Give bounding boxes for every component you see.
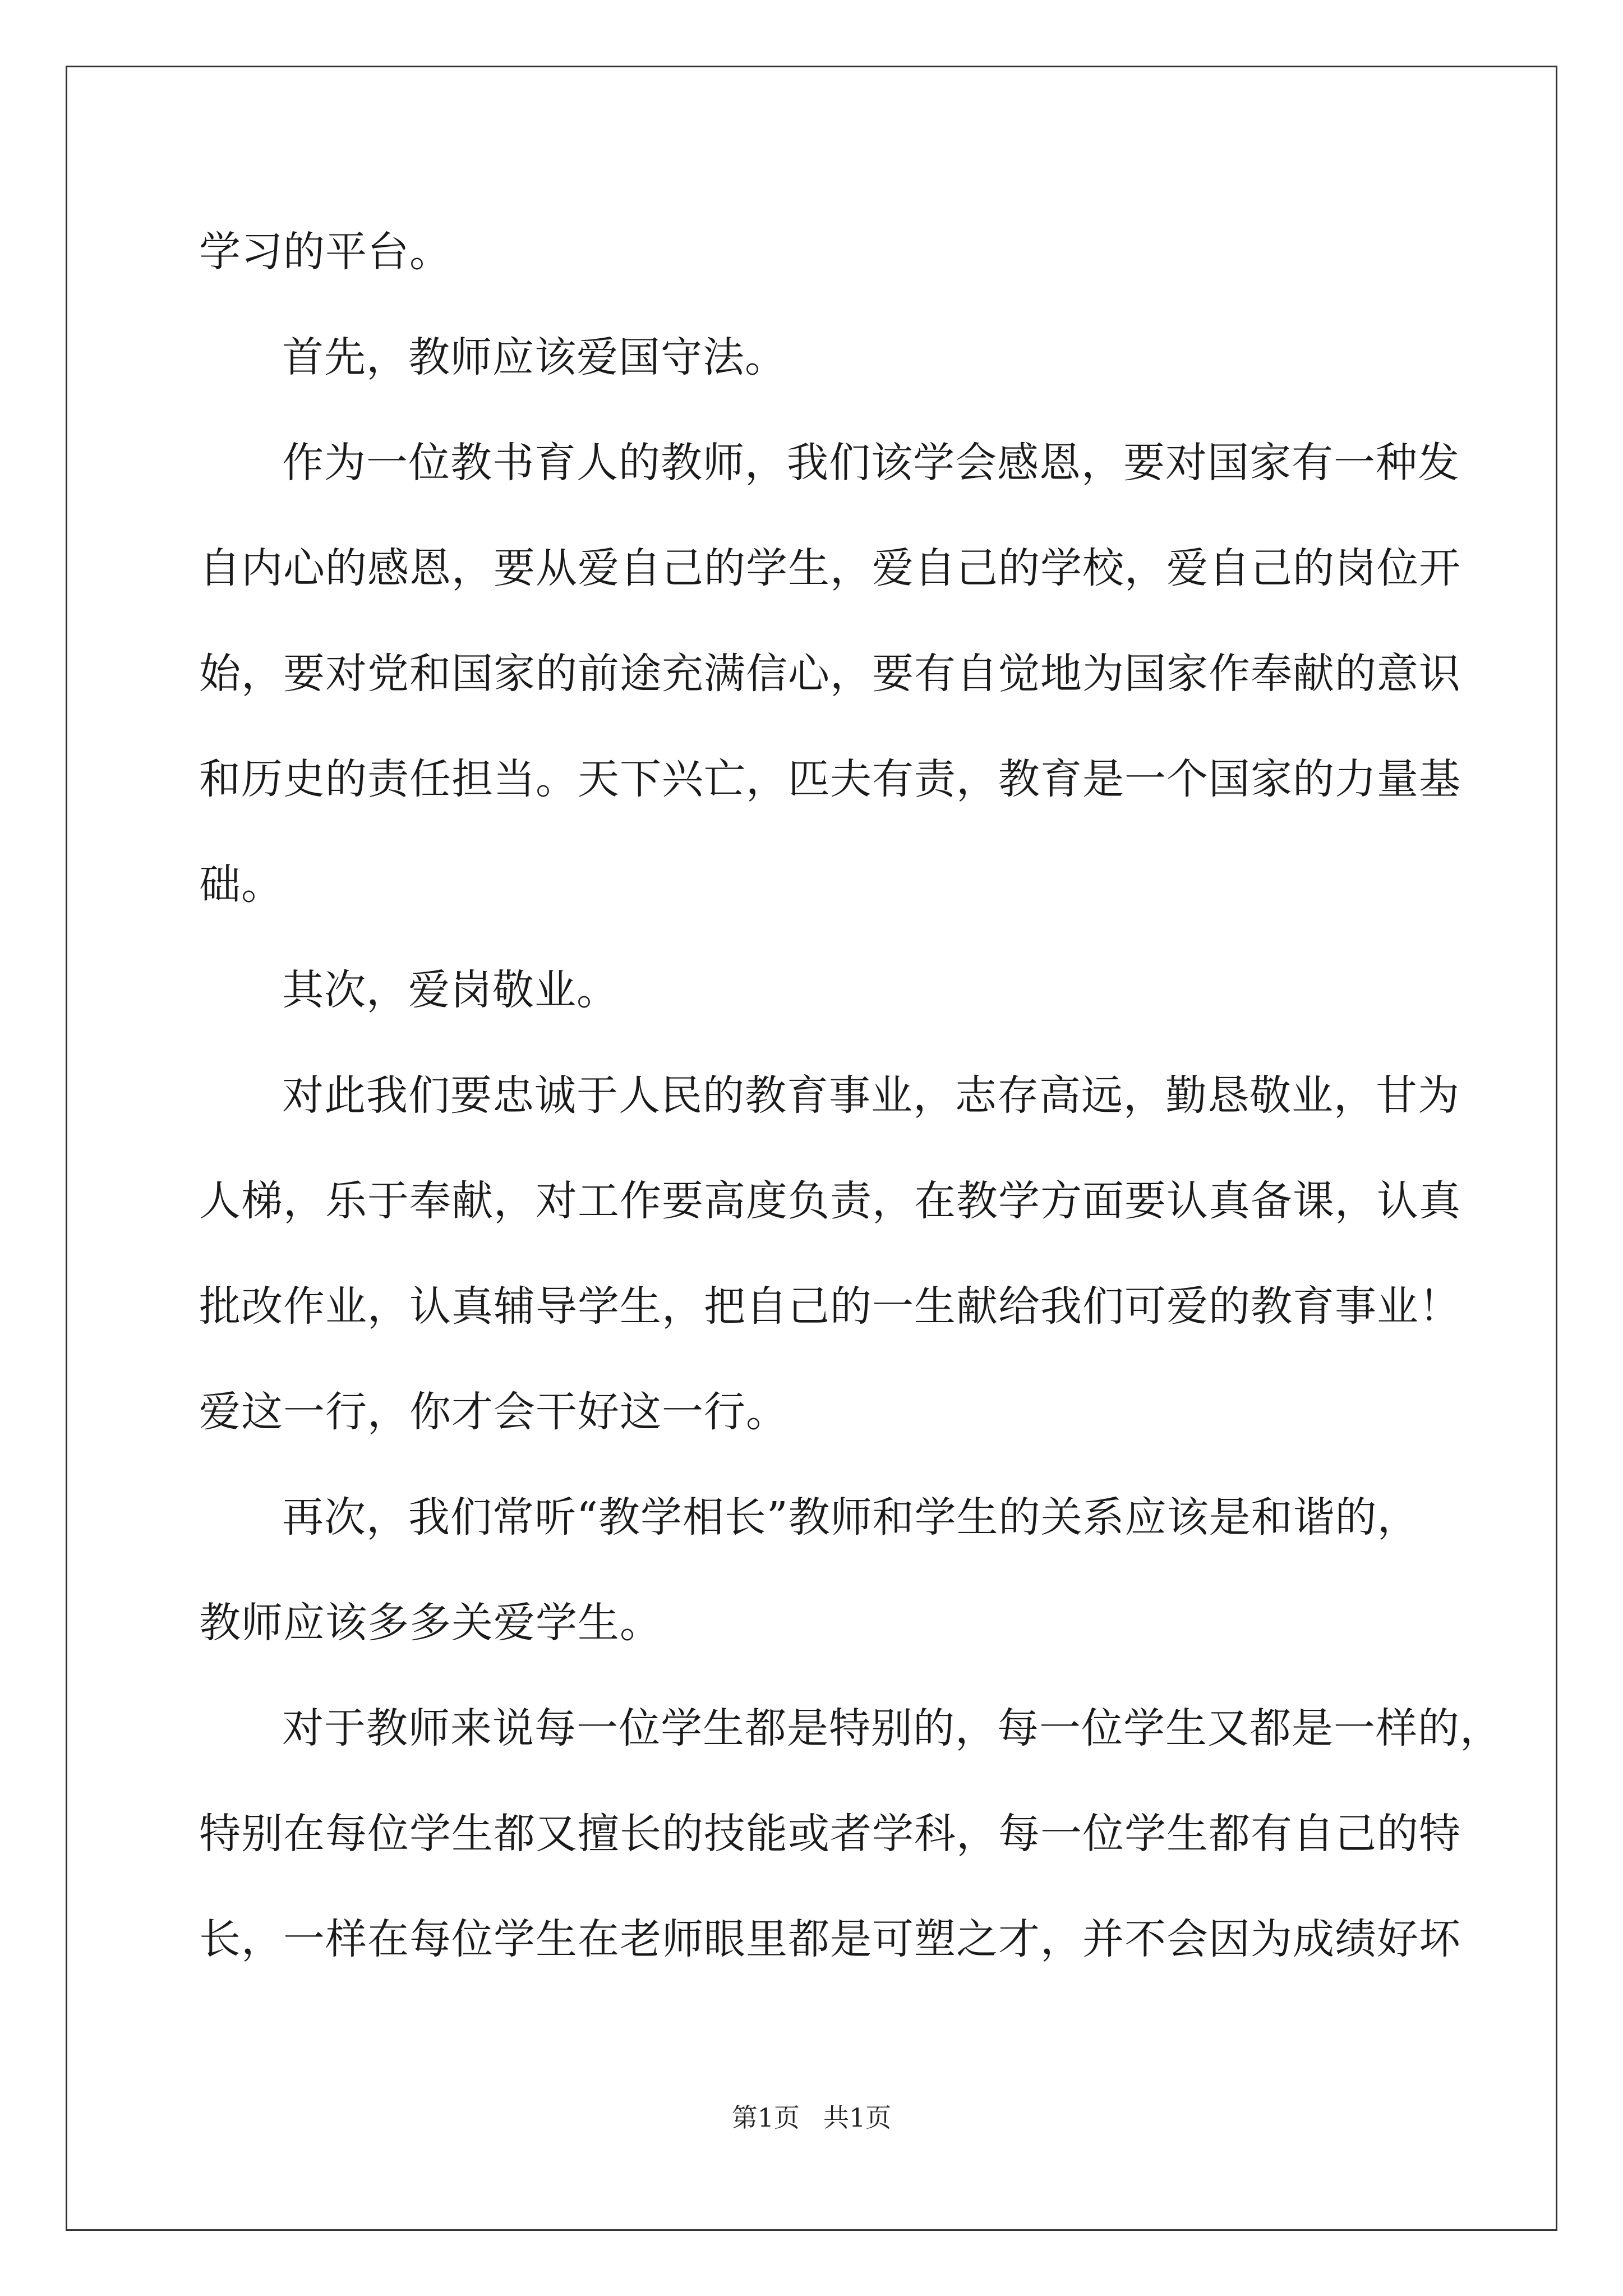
text-line-1: 学习的平台。	[199, 228, 451, 276]
text-line-13: 再次，我们常听“教学相长”教师和学生的关系应该是和谐的，	[282, 1493, 1419, 1542]
text-line-7: 础。	[199, 861, 283, 909]
text-line-3: 作为一位教书育人的教师，我们该学会感恩，要对国家有一种发	[282, 439, 1460, 487]
text-line-10: 人梯，乐于奉献，对工作要高度负责，在教学方面要认真备课，认真	[199, 1177, 1461, 1225]
text-line-16: 特别在每位学生都又擅长的技能或者学科，每一位学生都有自己的特	[199, 1810, 1461, 1858]
page-footer	[0, 2101, 1623, 2134]
text-line-9: 对此我们要忠诚于人民的教育事业，志存高远，勤恳敬业，甘为	[282, 1071, 1460, 1120]
page-number: 第1页	[731, 2102, 800, 2133]
text-line-15: 对于教师来说每一位学生都是特别的，每一位学生又都是一样的，	[282, 1704, 1502, 1752]
text-line-2: 首先，教师应该爱国守法。	[282, 333, 787, 381]
text-line-5: 始，要对党和国家的前途充满信心，要有自觉地为国家作奉献的意识	[199, 650, 1461, 698]
text-line-11: 批改作业，认真辅导学生，把自己的一生献给我们可爱的教育事业！	[199, 1282, 1461, 1331]
text-line-17: 长，一样在每位学生在老师眼里都是可塑之才，并不会因为成绩好坏	[199, 1915, 1461, 1963]
document-body	[199, 199, 1502, 1992]
text-line-14: 教师应该多多关爱学生。	[199, 1599, 662, 1647]
text-line-6: 和历史的责任担当。天下兴亡，匹夫有责，教育是一个国家的力量基	[199, 755, 1461, 803]
text-line-8: 其次，爱岗敬业。	[282, 966, 619, 1014]
text-line-12: 爱这一行，你才会干好这一行。	[199, 1388, 788, 1436]
text-line-4: 自内心的感恩，要从爱自己的学生，爱自己的学校，爱自己的岗位开	[199, 544, 1461, 592]
page-total: 共1页	[823, 2102, 892, 2133]
